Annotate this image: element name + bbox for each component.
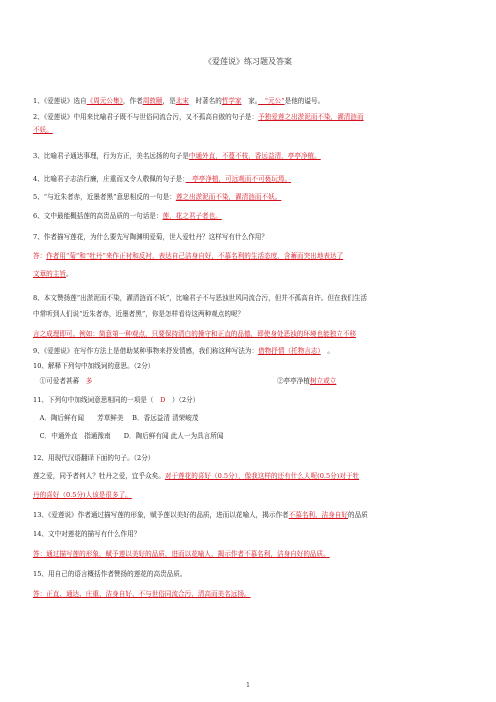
question-text: C．中通外直 指通豫南 D．陶后鲜有闻 此人一为具言所闻 xyxy=(33,432,224,440)
text-line xyxy=(33,193,465,202)
question-text: ，是 xyxy=(162,97,176,105)
text-line xyxy=(33,126,465,135)
text-line xyxy=(33,233,465,242)
answer-text: 周敦颐 xyxy=(142,97,163,105)
text-line xyxy=(33,152,465,161)
text-line xyxy=(33,310,465,319)
question-text: 5、“与近朱者赤，近墨者黑”意思相反的一句是： xyxy=(33,193,176,201)
question-text: 3、比喻君子通达事理，行为方正，美名远扬的句子是 xyxy=(33,152,189,160)
answer-text: 亭亭净植，可远观而不可亵玩焉。 xyxy=(185,175,292,183)
answer-text: 答：正直、通达、庄重、洁身自好、不与世俗同流合污、清高而美名远扬。 xyxy=(33,590,251,598)
text-line xyxy=(33,550,465,559)
question-text: 7、作者描写莲花，为什么要先写陶渊明爱菊，世人爱牡丹？这样写有什么作用？ xyxy=(33,233,268,241)
text-line xyxy=(33,362,465,371)
question-text: 是他的谥号。 xyxy=(284,97,325,105)
document-title: 《爱莲说》练习题及答案 xyxy=(204,57,292,66)
text-line xyxy=(33,252,465,261)
text-line xyxy=(33,330,465,339)
question-text: 的品质 xyxy=(348,511,368,519)
answer-text: 多 xyxy=(85,377,93,385)
answer-text: 不慕名利、洁身自好 xyxy=(288,511,348,519)
question-text: 2、《爱莲说》中用来比喻君子既不与世俗同流合污，又不孤高自傲的句子是： xyxy=(33,113,259,121)
question-text: 莲之爱，同予者何人？牡丹之爱，宜乎众矣。 xyxy=(33,472,165,480)
question-text: A．陶后鲜有闻 芳草鲜美 B．香远益清 清荣峻茂 xyxy=(33,414,199,422)
answer-text: 答： xyxy=(33,252,47,260)
answer-text: 北宋 xyxy=(175,97,189,105)
question-text: ）（2分） xyxy=(165,396,200,404)
answer-text: “元公” xyxy=(258,97,285,105)
answer-text: 丹的喜好（0.5分)人该是很多了。 xyxy=(33,491,132,499)
text-line xyxy=(33,590,465,599)
answer-text: D xyxy=(160,396,166,404)
question-text: 15、用自己的语言概括作者赞扬的莲花的高贵品质。 xyxy=(33,570,187,578)
answer-text: 莲，花之君子者也。 xyxy=(162,212,222,220)
question-text: 家。 xyxy=(241,97,259,105)
question-text: 8、本文赞扬莲“出淤泥而不染，濯清涟而不妖”，比喻君子不与恶浊世风同流合污，但并不孤高自许。但在我们生活 xyxy=(33,294,368,302)
answer-text: 哲学家 xyxy=(221,97,242,105)
text-line xyxy=(33,570,465,579)
question-text: 9、《爱莲说》在写作方法上是借助某种事物来抒发情感，我们称这种写法为： xyxy=(33,347,259,355)
text-line xyxy=(33,432,465,441)
text-line xyxy=(33,491,465,500)
text-line xyxy=(33,97,465,106)
answer-text: 言之成理即可。例如：简意第一种观点，只要保持清白的操守和正直的品德，即使身处恶浊的环境也能独立不移 xyxy=(33,330,357,338)
question-text: 6、文中最能概括莲的高贵品质的一句话是： xyxy=(33,212,163,220)
answer-text: 对于莲花的喜好（0.5分），像我这样的还有什么人呢(0.5分)对于牡 xyxy=(164,472,360,480)
answer-text: 答：通过描写莲的形象，赋予莲以美好的品质，进而以花喻人，揭示作者不慕名利，洁身自好的品质。 xyxy=(33,550,330,558)
text-line xyxy=(33,414,465,423)
question-text: ②亭亭净植 xyxy=(92,377,310,385)
question-text: 4、比喻君子志洁行廉，庄重而又令人敬佩的句子是： xyxy=(33,175,186,183)
page-number: 1 xyxy=(246,682,250,689)
answer-text: 予独爱莲之出淤泥而不染，濯清涟而 xyxy=(258,113,364,121)
answer-text: 借物抒情（托物言志） xyxy=(258,347,321,355)
text-line xyxy=(33,454,465,463)
text-line xyxy=(33,511,465,520)
text-line xyxy=(33,530,465,539)
question-text: 中常听到人们说“近朱者赤，近墨者黑”，你是怎样看待这两种观点的呢？ xyxy=(33,310,245,318)
question-text: 。 xyxy=(65,270,73,278)
answer-text: 不妖。 xyxy=(33,126,53,134)
question-text: 14、文中对莲花的描写有什么作用？ xyxy=(33,530,141,538)
answer-text: 中通外直，不蔓不枝，香远益清，亭亭净植。 xyxy=(188,152,321,160)
text-line xyxy=(33,294,465,303)
text-line xyxy=(33,212,465,221)
question-text: ①可爱者甚蕃 xyxy=(33,377,86,385)
answer-text: 作者用“菊”和“牡丹”来作正衬和反衬，表达自己洁身自好，不慕名利的生活态度，含蓄而突出地表达了 xyxy=(46,252,344,260)
text-line xyxy=(33,396,465,405)
text-line xyxy=(33,113,465,122)
question-text: 。 xyxy=(320,347,334,355)
answer-text: 树立或立 xyxy=(309,377,337,385)
answer-text: 莲之出淤泥而不染，濯清涟而不妖。 xyxy=(175,193,282,201)
answer-text: 《周元公集》 xyxy=(86,97,123,105)
text-line xyxy=(33,347,465,356)
question-text: 12、用现代汉语翻译下面的句子。（2分） xyxy=(33,454,155,462)
question-text: 13、《爱莲说》作者通过描写莲的形象，赋予莲以美好的品质，进而以花喻人，揭示作者 xyxy=(33,511,289,519)
question-text: 11、下列句中加线词意思相同的一项是（ xyxy=(33,396,161,404)
text-line xyxy=(33,270,465,279)
question-text: 10、解释下列句中加线词的意思。（2分） xyxy=(33,362,155,370)
question-text: 1、《爱莲说》选自 xyxy=(33,97,87,105)
text-line xyxy=(33,377,465,386)
text-line xyxy=(33,472,465,481)
answer-text: 文章的主旨 xyxy=(33,270,66,278)
question-text: ，作者 xyxy=(122,97,143,105)
text-line xyxy=(33,175,465,184)
question-text: 时著名的 xyxy=(188,97,222,105)
